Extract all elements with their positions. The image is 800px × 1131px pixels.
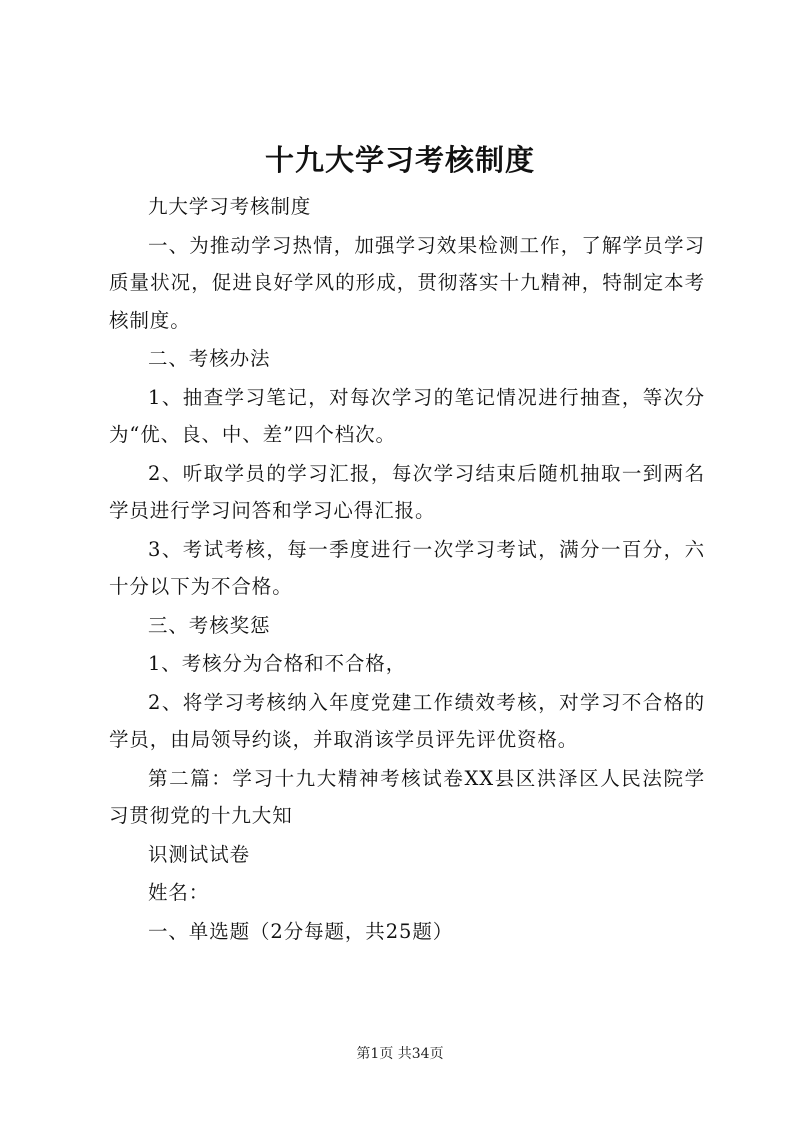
page-footer: 第1页 共34页 [356, 1046, 444, 1062]
document-title: 十九大学习考核制度 [264, 143, 535, 177]
paragraph: 识测试试卷 [148, 842, 251, 866]
section-heading: 二、考核办法 [148, 347, 271, 370]
paragraph: 1、考核分为合格和不合格， [148, 652, 407, 675]
paragraph: 九大学习考核制度 [148, 195, 312, 218]
paragraph: 3、考试考核，每一季度进行一次学习考试，满分一百分，六十分以下为不合格。 [109, 537, 705, 598]
paragraph: 2、将学习考核纳入年度党建工作绩效考核，对学习不合格的学员，由局领导约谈，并取消该学员评先评优资格。 [109, 690, 705, 751]
paragraph: 1、抽查学习笔记，对每次学习的笔记情况进行抽查，等次分为“优、良、中、差”四个档次。 [109, 385, 705, 446]
section-heading: 三、考核奖惩 [148, 613, 271, 637]
paragraph: 第二篇：学习十九大精神考核试卷XX县区洪泽区人民法院学习贯彻党的十九大知 [109, 766, 705, 827]
paragraph: 2、听取学员的学习汇报，每次学习结束后随机抽取一到两名学员进行学习问答和学习心得汇报。 [109, 461, 705, 522]
document-body [109, 188, 705, 951]
paragraph: 一、单选题（2分每题，共25题） [148, 919, 454, 943]
paragraph: 姓名： [148, 881, 210, 904]
paragraph: 一、为推动学习热情，加强学习效果检测工作，了解学员学习质量状况，促进良好学风的形成，贯彻落实十九精神，特制定本考核制度。 [109, 233, 705, 332]
